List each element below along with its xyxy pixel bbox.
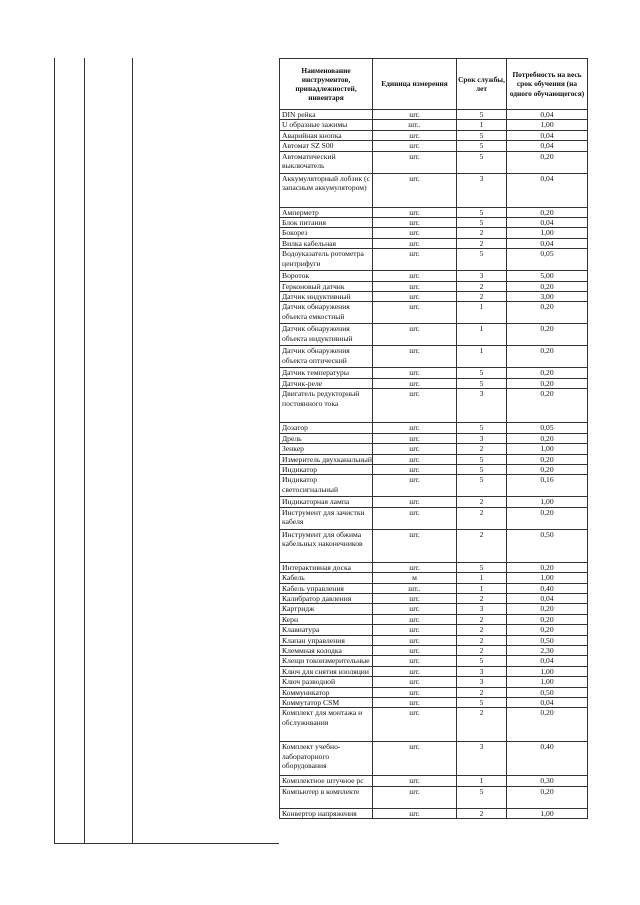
cell-need: 0,20 <box>507 368 588 378</box>
cell-need: 0,20 <box>507 614 588 624</box>
table-row <box>280 529 588 562</box>
cell-unit: шт. <box>373 130 457 140</box>
cell-name: Ключ для снятия изоляции <box>280 666 373 676</box>
cell-unit: шт. <box>373 292 457 302</box>
cell-need: 0,05 <box>507 423 588 433</box>
cell-name: Керн <box>280 614 373 624</box>
table-row <box>280 141 588 151</box>
cell-unit: шт. <box>373 808 457 818</box>
cell-unit: шт. <box>373 687 457 697</box>
cell-name: Двигатель редукторный постоянного тока <box>280 389 373 423</box>
cell-unit: шт. <box>373 228 457 238</box>
cell-need: 1,00 <box>507 573 588 583</box>
cell-unit: шт.. <box>373 120 457 130</box>
cell-unit: шт. <box>373 529 457 562</box>
cell-unit: шт. <box>373 173 457 207</box>
cell-unit: шт. <box>373 604 457 614</box>
cell-name: Индикатор светосигнальный <box>280 475 373 497</box>
cell-need: 0,20 <box>507 507 588 529</box>
cell-unit: шт. <box>373 786 457 808</box>
cell-unit: шт. <box>373 614 457 624</box>
cell-need: 1,00 <box>507 666 588 676</box>
table-row <box>280 604 588 614</box>
cell-unit: шт. <box>373 324 457 346</box>
header-unit: Единица измерения <box>373 59 457 110</box>
cell-term: 3 <box>457 389 507 423</box>
cell-term: 5 <box>457 475 507 497</box>
cell-need: 1,00 <box>507 444 588 454</box>
cell-name: Комплектное штучное рс <box>280 776 373 786</box>
cell-term: 1 <box>457 302 507 324</box>
cell-need: 0,04 <box>507 110 588 120</box>
cell-term: 2 <box>457 808 507 818</box>
cell-name: DIN рейка <box>280 110 373 120</box>
cell-unit: шт. <box>373 389 457 423</box>
cell-name: Комплект для монтажа и обслуживания <box>280 708 373 742</box>
margin-column-line <box>84 58 85 844</box>
cell-unit: шт. <box>373 423 457 433</box>
cell-term: 3 <box>457 271 507 281</box>
cell-term: 2 <box>457 529 507 562</box>
header-term: Срок службы, лет <box>457 59 507 110</box>
cell-need: 0,40 <box>507 742 588 776</box>
cell-term: 1 <box>457 583 507 593</box>
cell-name: Блок питания <box>280 218 373 228</box>
cell-unit: шт. <box>373 593 457 603</box>
table-row <box>280 497 588 507</box>
cell-term: 2 <box>457 292 507 302</box>
table-row <box>280 808 588 818</box>
cell-unit: шт. <box>373 464 457 474</box>
cell-term: 3 <box>457 433 507 443</box>
cell-need: 0,20 <box>507 433 588 443</box>
cell-unit: шт. <box>373 666 457 676</box>
table-row <box>280 583 588 593</box>
cell-name: Бокорез <box>280 228 373 238</box>
cell-term: 2 <box>457 238 507 248</box>
cell-unit: шт. <box>373 645 457 655</box>
cell-need: 0,20 <box>507 346 588 368</box>
table-row <box>280 151 588 173</box>
cell-term: 2 <box>457 708 507 742</box>
table-header-row <box>280 59 588 110</box>
table-row <box>280 238 588 248</box>
table-row <box>280 444 588 454</box>
cell-name: Клеммная колодка <box>280 645 373 655</box>
cell-name: Индикатор <box>280 464 373 474</box>
cell-unit: шт. <box>373 346 457 368</box>
cell-name: Ключ разводной <box>280 677 373 687</box>
header-need: Потребность на весь срок обучения (на одного обучающегося) <box>507 59 588 110</box>
cell-term: 2 <box>457 614 507 624</box>
cell-name: Вилка кабельная <box>280 238 373 248</box>
cell-term: 5 <box>457 698 507 708</box>
cell-name: Конвертор напряжения <box>280 808 373 818</box>
cell-need: 0,04 <box>507 173 588 207</box>
cell-unit: шт.. <box>373 583 457 593</box>
table-row <box>280 625 588 635</box>
cell-unit: шт. <box>373 218 457 228</box>
table-row <box>280 687 588 697</box>
table-row <box>280 645 588 655</box>
cell-term: 5 <box>457 656 507 666</box>
cell-need: 0,20 <box>507 708 588 742</box>
table-row <box>280 614 588 624</box>
margin-column-line <box>132 58 133 844</box>
cell-term: 2 <box>457 281 507 291</box>
cell-term: 3 <box>457 666 507 676</box>
cell-unit: шт. <box>373 433 457 443</box>
cell-unit: шт. <box>373 302 457 324</box>
table-row <box>280 635 588 645</box>
table-row <box>280 562 588 572</box>
table-row <box>280 677 588 687</box>
cell-term: 2 <box>457 593 507 603</box>
cell-term: 5 <box>457 368 507 378</box>
cell-need: 0,30 <box>507 776 588 786</box>
table-row <box>280 120 588 130</box>
cell-name: Автоматический выключатель <box>280 151 373 173</box>
cell-unit: шт. <box>373 742 457 776</box>
table-body <box>280 110 588 819</box>
cell-term: 3 <box>457 173 507 207</box>
table-row <box>280 302 588 324</box>
table-row <box>280 249 588 271</box>
cell-need: 0,20 <box>507 207 588 217</box>
table-row <box>280 346 588 368</box>
cell-unit: шт. <box>373 281 457 291</box>
cell-name: Датчик-реле <box>280 378 373 388</box>
cell-term: 1 <box>457 776 507 786</box>
cell-unit: шт. <box>373 497 457 507</box>
cell-name: Клещи токоизмерительные <box>280 656 373 666</box>
cell-unit: шт. <box>373 475 457 497</box>
cell-need: 0,50 <box>507 529 588 562</box>
cell-name: Датчик индуктивный <box>280 292 373 302</box>
cell-unit: м <box>373 573 457 583</box>
cell-name: Инструмент для обжима кабельных наконечников <box>280 529 373 562</box>
cell-term: 5 <box>457 110 507 120</box>
cell-need: 0,20 <box>507 324 588 346</box>
cell-term: 5 <box>457 464 507 474</box>
cell-need: 0,20 <box>507 302 588 324</box>
cell-need: 0,50 <box>507 687 588 697</box>
cell-name: Инструмент для зачистки кабеля <box>280 507 373 529</box>
cell-unit: шт. <box>373 625 457 635</box>
cell-name: Аккумуляторный лобзик (с запасным аккумулятором) <box>280 173 373 207</box>
cell-name: Датчик обнаружения объекта оптический <box>280 346 373 368</box>
table-row <box>280 207 588 217</box>
table-row <box>280 130 588 140</box>
cell-term: 2 <box>457 228 507 238</box>
table-row <box>280 573 588 583</box>
cell-unit: шт. <box>373 151 457 173</box>
cell-need: 0,50 <box>507 635 588 645</box>
cell-unit: шт. <box>373 454 457 464</box>
cell-unit: шт. <box>373 444 457 454</box>
cell-unit: шт. <box>373 776 457 786</box>
table-row <box>280 218 588 228</box>
cell-unit: шт. <box>373 368 457 378</box>
cell-term: 1 <box>457 324 507 346</box>
cell-name: Аварийная кнопка <box>280 130 373 140</box>
cell-need: 1,00 <box>507 120 588 130</box>
table-row <box>280 698 588 708</box>
cell-name: Датчик температуры <box>280 368 373 378</box>
cell-term: 2 <box>457 635 507 645</box>
cell-need: 0,40 <box>507 583 588 593</box>
table-row <box>280 110 588 120</box>
table-row <box>280 271 588 281</box>
cell-name: Автомат SZ S00 <box>280 141 373 151</box>
cell-name: Коммутатор CSM <box>280 698 373 708</box>
cell-need: 0,20 <box>507 389 588 423</box>
cell-need: 1,00 <box>507 228 588 238</box>
table-row <box>280 423 588 433</box>
cell-need: 0,04 <box>507 218 588 228</box>
cell-term: 5 <box>457 562 507 572</box>
cell-term: 5 <box>457 249 507 271</box>
cell-term: 5 <box>457 378 507 388</box>
cell-term: 3 <box>457 604 507 614</box>
cell-unit: шт. <box>373 207 457 217</box>
table-row <box>280 454 588 464</box>
table-row <box>280 507 588 529</box>
cell-unit: шт. <box>373 677 457 687</box>
cell-term: 5 <box>457 130 507 140</box>
table-row <box>280 666 588 676</box>
cell-unit: шт. <box>373 141 457 151</box>
table-row <box>280 281 588 291</box>
table-row <box>280 378 588 388</box>
cell-name: Клапан управления <box>280 635 373 645</box>
cell-term: 5 <box>457 141 507 151</box>
cell-name: Калибратор давления <box>280 593 373 603</box>
table-row <box>280 368 588 378</box>
cell-unit: шт. <box>373 656 457 666</box>
table-row <box>280 292 588 302</box>
cell-need: 0,20 <box>507 625 588 635</box>
cell-need: 0,20 <box>507 464 588 474</box>
cell-unit: шт. <box>373 635 457 645</box>
table-row <box>280 776 588 786</box>
cell-need: 0,04 <box>507 141 588 151</box>
cell-need: 0,20 <box>507 786 588 808</box>
cell-need: 0,04 <box>507 130 588 140</box>
cell-need: 0,20 <box>507 562 588 572</box>
cell-name: Дрель <box>280 433 373 443</box>
table-row <box>280 742 588 776</box>
cell-name: Кабель управления <box>280 583 373 593</box>
cell-term: 1 <box>457 120 507 130</box>
table-row <box>280 593 588 603</box>
cell-name: Герконовый датчик <box>280 281 373 291</box>
margin-bottom-line <box>54 843 279 844</box>
cell-need: 1,00 <box>507 497 588 507</box>
cell-unit: шт. <box>373 708 457 742</box>
cell-unit: шт. <box>373 249 457 271</box>
cell-need: 1,00 <box>507 677 588 687</box>
cell-need: 1,00 <box>507 808 588 818</box>
cell-unit: шт. <box>373 110 457 120</box>
cell-term: 5 <box>457 207 507 217</box>
cell-need: 0,04 <box>507 238 588 248</box>
cell-name: Комплект учебно-лабораторного оборудования <box>280 742 373 776</box>
cell-term: 3 <box>457 742 507 776</box>
cell-need: 0,20 <box>507 454 588 464</box>
cell-term: 2 <box>457 497 507 507</box>
cell-name: Измеритель двухканальный <box>280 454 373 464</box>
table-row <box>280 389 588 423</box>
table-row <box>280 708 588 742</box>
cell-need: 5,00 <box>507 271 588 281</box>
table-row <box>280 324 588 346</box>
cell-unit: шт. <box>373 698 457 708</box>
cell-term: 5 <box>457 423 507 433</box>
cell-need: 0,16 <box>507 475 588 497</box>
cell-unit: шт. <box>373 507 457 529</box>
cell-term: 5 <box>457 151 507 173</box>
table-row <box>280 228 588 238</box>
table-row <box>280 656 588 666</box>
cell-unit: шт. <box>373 378 457 388</box>
cell-term: 1 <box>457 573 507 583</box>
cell-name: Вороток <box>280 271 373 281</box>
cell-need: 0,04 <box>507 593 588 603</box>
table-row <box>280 433 588 443</box>
cell-term: 2 <box>457 687 507 697</box>
cell-term: 2 <box>457 645 507 655</box>
cell-term: 2 <box>457 444 507 454</box>
cell-need: 0,05 <box>507 249 588 271</box>
cell-unit: шт. <box>373 562 457 572</box>
cell-name: Интерактивная доска <box>280 562 373 572</box>
cell-name: Датчик обнаружения объекта индуктивный <box>280 324 373 346</box>
header-name: Наименование инструментов, принадлежностей, инвентаря <box>280 59 373 110</box>
cell-name: Зенкер <box>280 444 373 454</box>
cell-name: Водоуказатель ротометра центрифуги <box>280 249 373 271</box>
cell-name: Клавиатура <box>280 625 373 635</box>
cell-name: Индикаторная лампа <box>280 497 373 507</box>
cell-name: Амперметр <box>280 207 373 217</box>
table-row <box>280 475 588 497</box>
cell-need: 3,00 <box>507 292 588 302</box>
table-row <box>280 173 588 207</box>
cell-need: 0,20 <box>507 151 588 173</box>
cell-name: Картридж <box>280 604 373 614</box>
cell-term: 3 <box>457 677 507 687</box>
cell-need: 0,04 <box>507 656 588 666</box>
table-row <box>280 786 588 808</box>
cell-need: 0,20 <box>507 604 588 614</box>
cell-name: Датчик обнаружения объекта емкостный <box>280 302 373 324</box>
cell-term: 2 <box>457 507 507 529</box>
cell-term: 5 <box>457 218 507 228</box>
cell-need: 2,30 <box>507 645 588 655</box>
cell-name: Компьютер в комплекте <box>280 786 373 808</box>
cell-need: 0,20 <box>507 378 588 388</box>
cell-name: Кабель <box>280 573 373 583</box>
cell-need: 0,04 <box>507 698 588 708</box>
cell-term: 1 <box>457 346 507 368</box>
cell-name: Дозатор <box>280 423 373 433</box>
table-row <box>280 464 588 474</box>
cell-name: U образные зажимы <box>280 120 373 130</box>
cell-unit: шт. <box>373 238 457 248</box>
cell-name: Коммуникатор <box>280 687 373 697</box>
cell-term: 2 <box>457 625 507 635</box>
left-margin-line <box>54 58 55 844</box>
inventory-table <box>279 58 588 819</box>
cell-term: 5 <box>457 786 507 808</box>
cell-term: 5 <box>457 454 507 464</box>
cell-unit: шт. <box>373 271 457 281</box>
cell-need: 0,20 <box>507 281 588 291</box>
